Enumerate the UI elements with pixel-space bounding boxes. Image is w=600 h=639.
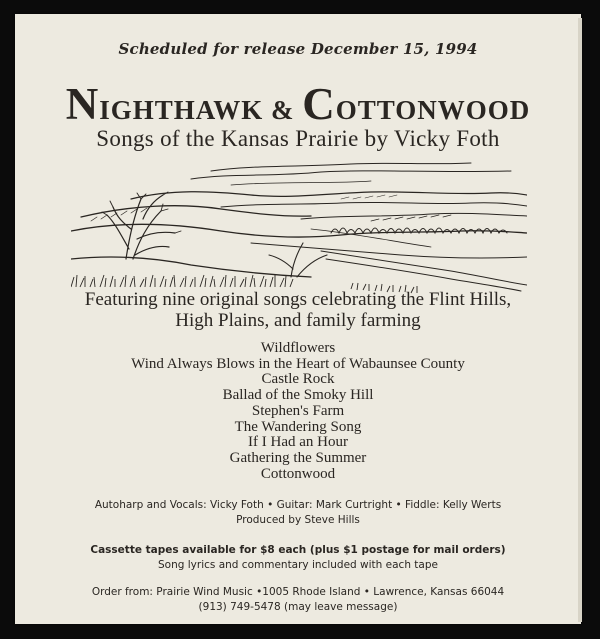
song-item: Cottonwood bbox=[260, 465, 336, 482]
order-phone: (913) 749-5478 (may leave message) bbox=[198, 601, 398, 613]
cassette-availability bbox=[15, 543, 581, 573]
release-date: Scheduled for release December 15, 1994 bbox=[118, 40, 478, 58]
title-initial-c: C bbox=[302, 79, 336, 129]
flyer-page bbox=[15, 14, 581, 624]
song-item: If I Had an Hour bbox=[248, 434, 348, 451]
song-list bbox=[15, 341, 581, 482]
page-fold-edge bbox=[578, 18, 582, 622]
title-word-2: OTTONWOOD bbox=[335, 95, 531, 125]
song-item: Wind Always Blows in the Heart of Wabaunsee County bbox=[131, 355, 465, 372]
song-item: Wildflowers bbox=[260, 340, 336, 356]
song-item: Stephen's Farm bbox=[251, 402, 345, 419]
song-item: Ballad of the Smoky Hill bbox=[222, 387, 374, 404]
musician-credits bbox=[15, 498, 581, 528]
order-info bbox=[15, 585, 581, 615]
song-item: Castle Rock bbox=[261, 371, 335, 388]
song-item: The Wandering Song bbox=[234, 418, 362, 435]
album-title bbox=[15, 79, 581, 130]
prairie-landscape-illustration bbox=[71, 159, 527, 294]
featuring-line-1: Featuring nine original songs celebrating the Flint Hills, bbox=[84, 289, 512, 310]
credits-line-1: Autoharp and Vocals: Vicky Foth • Guitar: Mark Curtright • Fiddle: Kelly Werts bbox=[94, 499, 502, 511]
title-initial-n: N bbox=[65, 79, 100, 129]
title-word-1: IGHTHAWK & bbox=[99, 95, 303, 125]
credits-line-2: Produced by Steve Hills bbox=[236, 514, 360, 526]
order-address: Order from: Prairie Wind Music •1005 Rhode Island • Lawrence, Kansas 66044 bbox=[91, 586, 505, 598]
featuring-description bbox=[15, 289, 581, 331]
album-subtitle: Songs of the Kansas Prairie by Vicky Foth bbox=[96, 126, 500, 151]
cassette-note: Song lyrics and commentary included with each tape bbox=[158, 559, 438, 571]
cassette-price: Cassette tapes available for $8 each (plus $1 postage for mail orders) bbox=[90, 544, 506, 556]
song-item: Gathering the Summer bbox=[229, 449, 367, 466]
featuring-line-2: High Plains, and family farming bbox=[175, 310, 421, 331]
